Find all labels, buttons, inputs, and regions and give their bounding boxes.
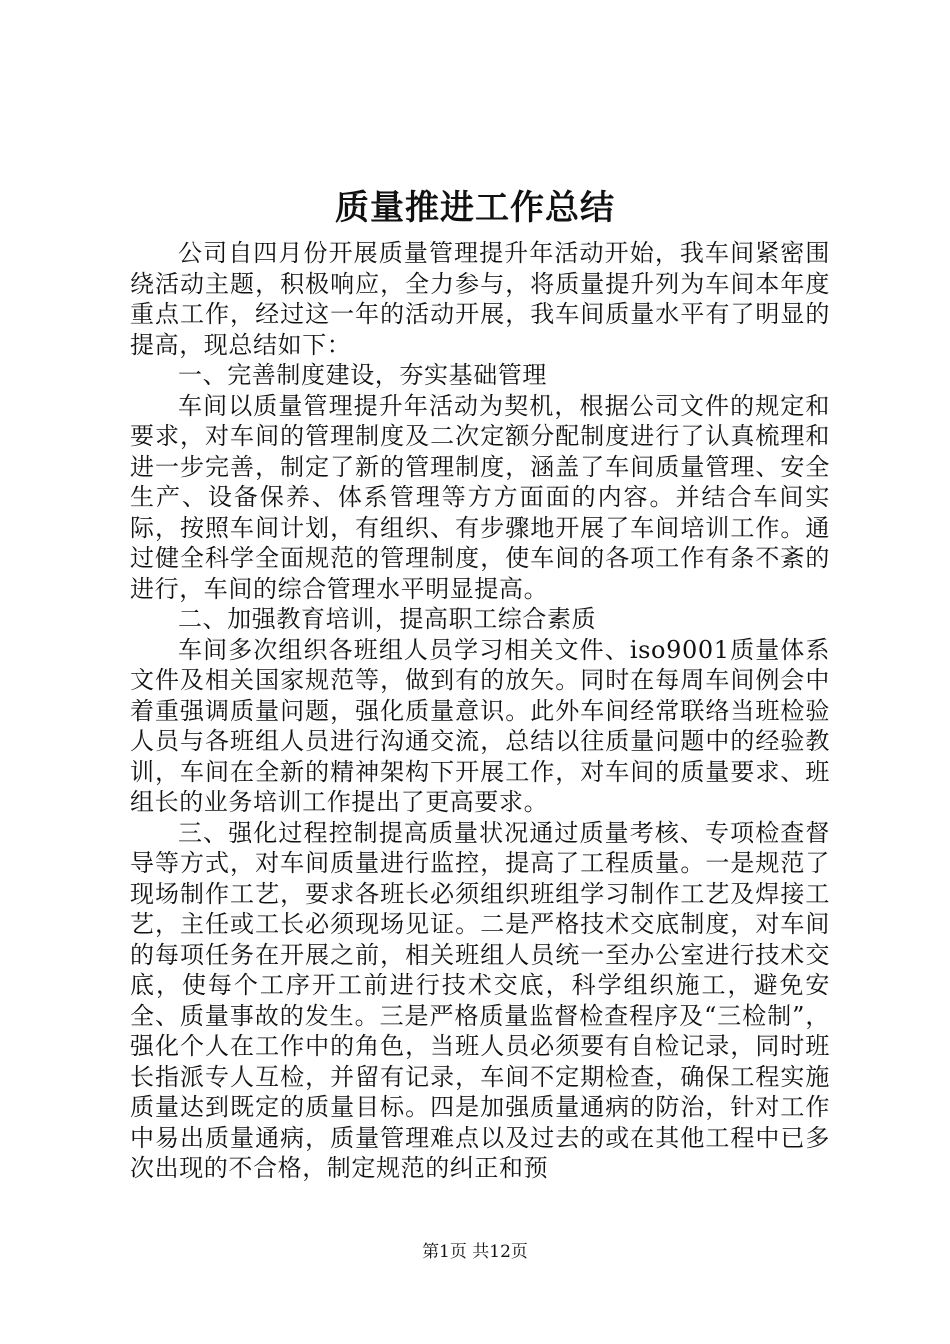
paragraph-section-2: 车间多次组织各班组人员学习相关文件、iso9001质量体系文件及相关国家规范等，做到有的放矢。同时在每周车间例会中着重强调质量问题，强化质量意识。此外车间经常联络当班检验人员与各班组人员进行沟通交流，总结以往质量问题中的经验教训，车间在全新的精神架构下开展工作，对车间的质量要求、班组长的业务培训工作提出了更高要求。 bbox=[130, 635, 830, 816]
document-title: 质量推进工作总结 bbox=[335, 188, 615, 228]
paragraph-intro: 公司自四月份开展质量管理提升年活动开始，我车间紧密围绕活动主题，积极响应，全力参与，将质量提升列为车间本年度重点工作，经过这一年的活动开展，我车间质量水平有了明显的提高，现总结如下： bbox=[130, 239, 830, 359]
section-heading-1: 一、完善制度建设，夯实基础管理 bbox=[178, 361, 547, 389]
paragraph-section-3: 三、强化过程控制提高质量状况通过质量考核、专项检查督导等方式，对车间质量进行监控，提高了工程质量。一是规范了现场制作工艺，要求各班长必须组织班组学习制作工艺及焊接工艺，主任或工长必须现场见证。二是严格技术交底制度，对车间的每项任务在开展之前，相关班组人员统一至办公室进行技术交底，使每个工序开工前进行技术交底，科学组织施工，避免安全、质量事故的发生。三是严格质量监督检查程序及“三检制”，强化个人在工作中的角色，当班人员必须要有自检记录，同时班长指派专人互检，并留有记录，车间不定期检查，确保工程实施质量达到既定的质量目标。四是加强质量通病的防治，针对工作中易出质量通病，质量管理难点以及过去的或在其他工程中已多次出现的不合格，制定规范的纠正和预 bbox=[130, 818, 830, 1182]
section-heading-2: 二、加强教育培训，提高职工综合素质 bbox=[178, 605, 597, 633]
document-body bbox=[130, 238, 830, 1184]
paragraph-section-1: 车间以质量管理提升年活动为契机，根据公司文件的规定和要求，对车间的管理制度及二次定额分配制度进行了认真梳理和进一步完善，制定了新的管理制度，涵盖了车间质量管理、安全生产、设备保养、体系管理等方方面面的内容。并结合车间实际，按照车间计划，有组织、有步骤地开展了车间培训工作。通过健全科学全面规范的管理制度，使车间的各项工作有条不紊的进行，车间的综合管理水平明显提高。 bbox=[130, 391, 830, 603]
page-number-footer: 第1页 共12页 bbox=[422, 1242, 528, 1262]
